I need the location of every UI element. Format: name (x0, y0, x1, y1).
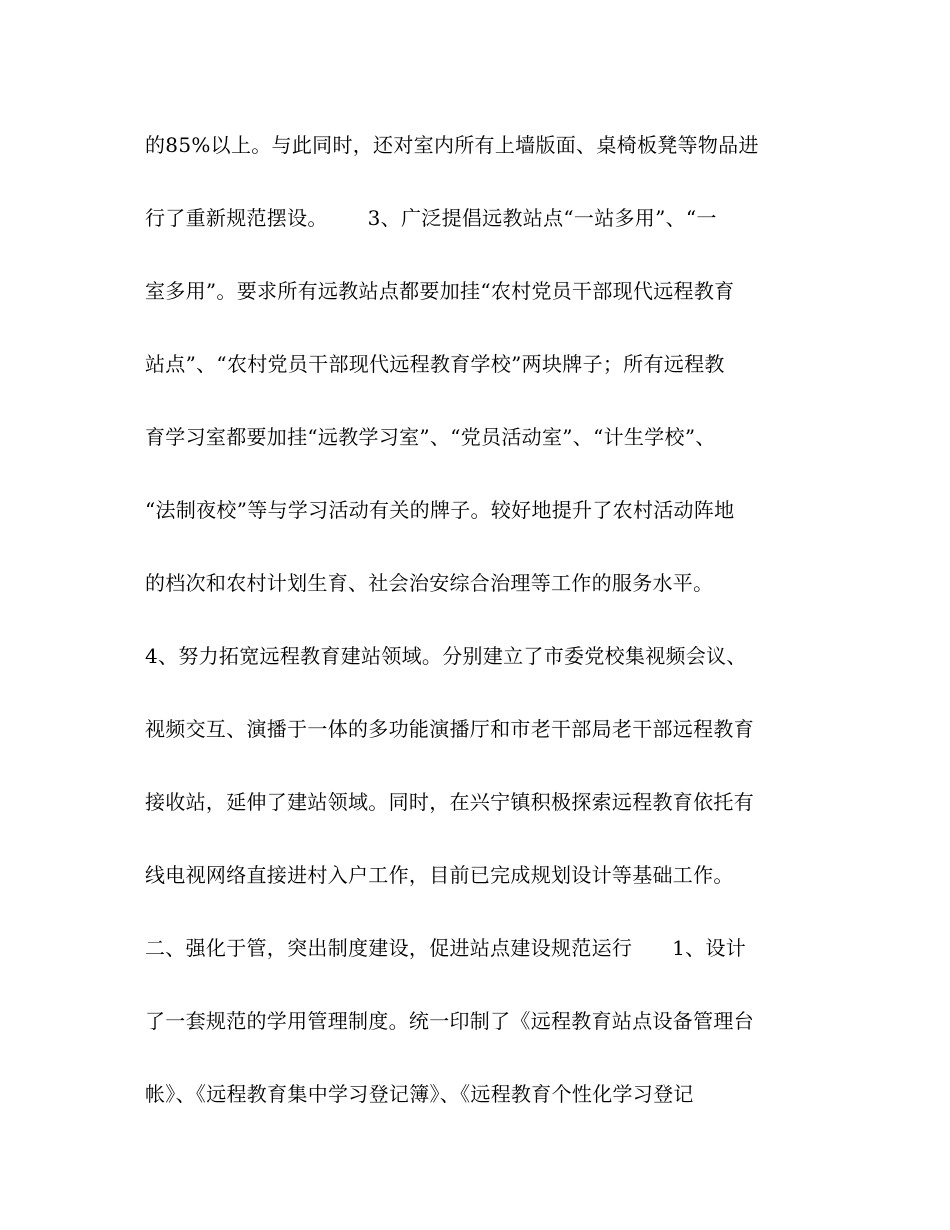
text-line-4: 站点”、“农村党员干部现代远程教育学校”两块牌子；所有远程教 (145, 352, 725, 376)
text-line-9: 视频交互、演播于一体的多功能演播厅和市老干部局老干部远程教育 (145, 717, 754, 741)
text-line-7: 的档次和农村计划生育、社会治安综合治理等工作的服务水平。 (145, 571, 714, 595)
text-line-2: 行了重新规范摆设。 3、广泛提倡远教站点“一站多用”、“一 (145, 206, 717, 230)
text-line-11: 线电视网络直接进村入户工作，目前已完成规划设计等基础工作。 (145, 863, 734, 887)
text-line-12: 二、强化于管，突出制度建设，促进站点建设规范运行 1、设计 (145, 936, 747, 960)
text-line-8: 4、努力拓宽远程教育建站领域。分别建立了市委党校集视频会议、 (145, 644, 747, 668)
text-line-14: 帐》、《远程教育集中学习登记簿》、《远程教育个性化学习登记 (145, 1082, 694, 1106)
text-line-6: “法制夜校”等与学习活动有关的牌子。较好地提升了农村活动阵地 (145, 498, 735, 522)
text-line-3: 室多用”。要求所有远教站点都要加挂“农村党员干部现代远程教育 (145, 279, 735, 303)
body-text (145, 120, 825, 1142)
text-line-10: 接收站，延伸了建站领域。同时，在兴宁镇积极探索远程教育依托有 (145, 790, 754, 814)
text-line-1: 的85%以上。与此同时，还对室内所有上墙版面、桌椅板凳等物品进 (145, 133, 759, 157)
text-line-5: 育学习室都要加挂“远教学习室”、“党员活动室”、“计生学校”、 (145, 425, 716, 449)
text-line-13: 了一套规范的学用管理制度。统一印制了《远程教育站点设备管理台 (145, 1009, 754, 1033)
